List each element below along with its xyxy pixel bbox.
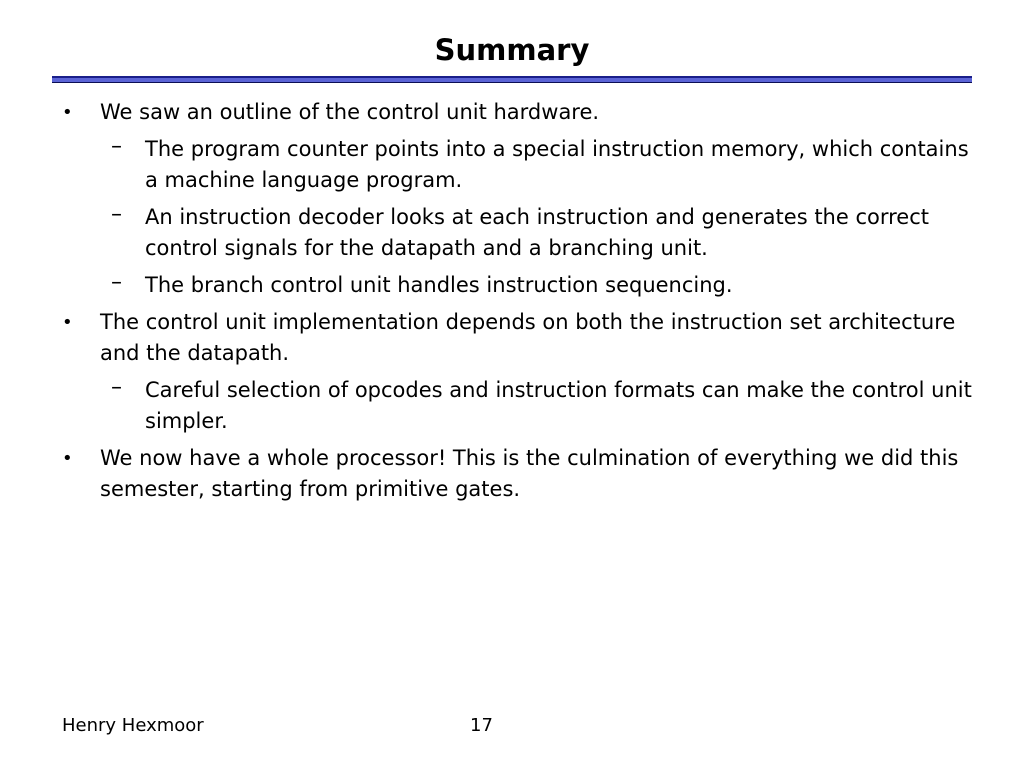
dash-marker: – [111,202,122,227]
bullet-text: We saw an outline of the control unit hardware. [100,100,600,124]
page-number: 17 [470,715,493,736]
bullet-item-2 [58,307,978,437]
bullet-item-3 [58,443,978,505]
title-divider [52,76,972,82]
sub-bullet-list [100,375,978,437]
bullet-text: We now have a whole processor! This is the culmination of everything we did this semester, starting from primitive gates. [100,446,959,501]
footer-author: Henry Hexmoor [62,715,204,736]
sub-bullet-item [100,270,978,301]
sub-bullet-text: The branch control unit handles instruction sequencing. [145,273,733,297]
sub-bullet-item [100,134,978,196]
sub-bullet-list [100,134,978,301]
sub-bullet-item [100,375,978,437]
bullet-item-1 [58,97,978,301]
bullet-text: The control unit implementation depends on both the instruction set architecture and the datapath. [100,310,956,365]
dash-marker: – [111,375,122,400]
dash-marker: – [111,134,122,159]
bullet-list [58,97,978,511]
sub-bullet-text: The program counter points into a special instruction memory, which contains a machine language program. [145,137,969,192]
bullet-marker: • [62,102,73,123]
bullet-marker: • [62,312,73,333]
sub-bullet-text: An instruction decoder looks at each instruction and generates the correct control signals for the datapath and a branching unit. [145,205,929,260]
slide-title: Summary [434,33,590,67]
sub-bullet-item [100,202,978,264]
bullet-marker: • [62,448,73,469]
dash-marker: – [111,270,122,295]
sub-bullet-text: Careful selection of opcodes and instruction formats can make the control unit simpler. [145,378,972,433]
